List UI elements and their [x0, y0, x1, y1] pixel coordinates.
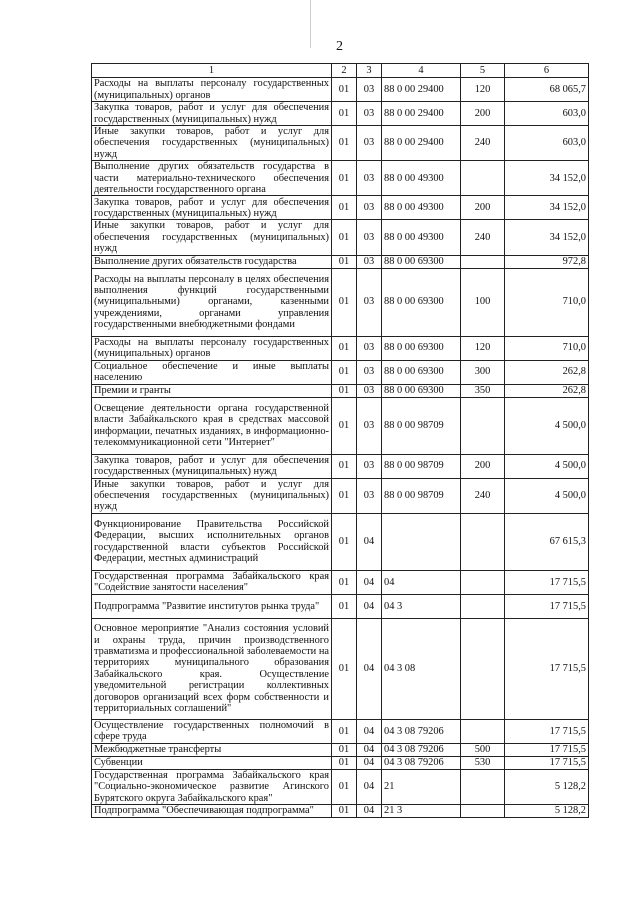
row-rz-cell: 01 — [332, 102, 357, 126]
row-sum-cell: 4 500,0 — [505, 454, 589, 478]
row-sum-cell: 4 500,0 — [505, 397, 589, 454]
row-pr-cell: 03 — [357, 126, 382, 161]
row-cs-cell: 88 0 00 69300 — [382, 384, 461, 397]
row-sum-cell: 972,8 — [505, 255, 589, 268]
row-name-cell: Функционирование Правительства Российской Федерации, высших исполнительных органов государственной власти субъектов Российской Федерации, местных администраций — [92, 513, 332, 570]
row-sum-cell: 17 715,5 — [505, 756, 589, 769]
row-cs-cell: 21 — [382, 769, 461, 804]
table-row — [92, 78, 589, 102]
row-vr-cell — [461, 618, 505, 719]
row-name-cell: Выполнение других обязательств государства в части материально-технического обеспечения деятельности государственного органа — [92, 161, 332, 196]
row-sum-cell: 262,8 — [505, 384, 589, 397]
row-cs-cell: 04 3 — [382, 594, 461, 618]
row-name-cell: Социальное обеспечение и иные выплаты населению — [92, 360, 332, 384]
row-name-cell: Премии и гранты — [92, 384, 332, 397]
row-name-cell: Выполнение других обязательств государства — [92, 255, 332, 268]
row-cs-cell: 04 — [382, 570, 461, 594]
row-pr-cell: 03 — [357, 478, 382, 513]
row-sum-cell: 262,8 — [505, 360, 589, 384]
row-pr-cell: 03 — [357, 102, 382, 126]
row-vr-cell: 120 — [461, 78, 505, 102]
row-pr-cell: 04 — [357, 594, 382, 618]
row-sum-cell: 710,0 — [505, 268, 589, 336]
row-rz-cell: 01 — [332, 360, 357, 384]
row-pr-cell: 04 — [357, 719, 382, 743]
row-rz-cell: 01 — [332, 78, 357, 102]
table-row — [92, 220, 589, 255]
row-vr-cell — [461, 805, 505, 818]
row-name-cell: Основное мероприятие "Анализ состояния условий и охраны труда, причин производственного травматизма и профессиональной заболеваемости на территориях муниципального образования Забайкальского края. Осуществление уведомительной регистрации коллективных договоров организаций всех форм собственности и территориальных соглашений" — [92, 618, 332, 719]
row-sum-cell: 17 715,5 — [505, 719, 589, 743]
row-pr-cell: 04 — [357, 805, 382, 818]
row-name-cell: Государственная программа Забайкальского края "Социально-экономическое развитие Агинского Бурятского округа Забайкальского края" — [92, 769, 332, 804]
row-rz-cell: 01 — [332, 384, 357, 397]
page-number: 2 — [336, 39, 343, 54]
row-cs-cell: 88 0 00 98709 — [382, 478, 461, 513]
row-name-cell: Подпрограмма "Развитие институтов рынка труда" — [92, 594, 332, 618]
row-cs-cell: 04 3 08 79206 — [382, 756, 461, 769]
row-rz-cell: 01 — [332, 126, 357, 161]
row-rz-cell: 01 — [332, 719, 357, 743]
header-col-sum: 6 — [505, 64, 589, 78]
row-cs-cell: 04 3 08 — [382, 618, 461, 719]
row-rz-cell: 01 — [332, 336, 357, 360]
row-vr-cell — [461, 594, 505, 618]
row-rz-cell: 01 — [332, 255, 357, 268]
row-pr-cell: 03 — [357, 384, 382, 397]
row-pr-cell: 04 — [357, 756, 382, 769]
table-header-row — [92, 64, 589, 78]
row-name-cell: Осуществление государственных полномочий в сфере труда — [92, 719, 332, 743]
row-pr-cell: 03 — [357, 78, 382, 102]
row-sum-cell: 34 152,0 — [505, 220, 589, 255]
row-name-cell: Освещение деятельности органа государственной власти Забайкальского края в средствах массовой информации, печатных изданиях, в информационно-телекоммуникационной сети "Интернет" — [92, 397, 332, 454]
table-row — [92, 268, 589, 336]
row-pr-cell: 03 — [357, 336, 382, 360]
row-rz-cell: 01 — [332, 478, 357, 513]
row-sum-cell: 603,0 — [505, 126, 589, 161]
row-name-cell: Иные закупки товаров, работ и услуг для обеспечения государственных (муниципальных) нужд — [92, 220, 332, 255]
table-row — [92, 618, 589, 719]
table-row — [92, 454, 589, 478]
row-cs-cell: 88 0 00 98709 — [382, 397, 461, 454]
table-row — [92, 126, 589, 161]
row-sum-cell: 17 715,5 — [505, 570, 589, 594]
table-row — [92, 756, 589, 769]
row-sum-cell: 603,0 — [505, 102, 589, 126]
row-rz-cell: 01 — [332, 594, 357, 618]
row-pr-cell: 03 — [357, 161, 382, 196]
row-vr-cell — [461, 255, 505, 268]
row-vr-cell — [461, 570, 505, 594]
row-name-cell: Государственная программа Забайкальского края "Содействие занятости населения" — [92, 570, 332, 594]
row-rz-cell: 01 — [332, 618, 357, 719]
header-col-pr: 3 — [357, 64, 382, 78]
row-vr-cell: 350 — [461, 384, 505, 397]
row-name-cell: Закупка товаров, работ и услуг для обеспечения государственных (муниципальных) нужд — [92, 102, 332, 126]
row-sum-cell: 34 152,0 — [505, 196, 589, 220]
table-row — [92, 161, 589, 196]
row-vr-cell: 240 — [461, 126, 505, 161]
budget-table — [91, 63, 589, 818]
row-rz-cell: 01 — [332, 161, 357, 196]
table-row — [92, 255, 589, 268]
row-name-cell: Иные закупки товаров, работ и услуг для обеспечения государственных (муниципальных) нужд — [92, 126, 332, 161]
row-cs-cell: 21 3 — [382, 805, 461, 818]
table-row — [92, 196, 589, 220]
row-sum-cell: 67 615,3 — [505, 513, 589, 570]
row-name-cell: Закупка товаров, работ и услуг для обеспечения государственных (муниципальных) нужд — [92, 196, 332, 220]
row-cs-cell: 04 3 08 79206 — [382, 743, 461, 756]
row-sum-cell: 68 065,7 — [505, 78, 589, 102]
row-name-cell: Подпрограмма "Обеспечивающая подпрограмма" — [92, 805, 332, 818]
row-pr-cell: 04 — [357, 769, 382, 804]
scan-artifact-line — [310, 0, 311, 48]
header-col-rz: 2 — [332, 64, 357, 78]
row-cs-cell: 88 0 00 29400 — [382, 102, 461, 126]
row-cs-cell: 88 0 00 29400 — [382, 126, 461, 161]
row-sum-cell: 17 715,5 — [505, 594, 589, 618]
row-vr-cell — [461, 513, 505, 570]
row-vr-cell: 530 — [461, 756, 505, 769]
row-name-cell: Расходы на выплаты персоналу государственных (муниципальных) органов — [92, 336, 332, 360]
row-rz-cell: 01 — [332, 743, 357, 756]
row-cs-cell: 88 0 00 69300 — [382, 336, 461, 360]
header-col-vr: 5 — [461, 64, 505, 78]
header-col-name: 1 — [92, 64, 332, 78]
row-pr-cell: 03 — [357, 255, 382, 268]
row-vr-cell: 300 — [461, 360, 505, 384]
row-pr-cell: 04 — [357, 618, 382, 719]
row-name-cell: Расходы на выплаты персоналу государственных (муниципальных) органов — [92, 78, 332, 102]
row-rz-cell: 01 — [332, 756, 357, 769]
row-vr-cell — [461, 161, 505, 196]
table-row — [92, 384, 589, 397]
row-pr-cell: 03 — [357, 268, 382, 336]
row-name-cell: Иные закупки товаров, работ и услуг для обеспечения государственных (муниципальных) нужд — [92, 478, 332, 513]
row-vr-cell — [461, 769, 505, 804]
row-cs-cell: 88 0 00 49300 — [382, 196, 461, 220]
row-sum-cell: 5 128,2 — [505, 769, 589, 804]
row-cs-cell: 88 0 00 69300 — [382, 255, 461, 268]
row-rz-cell: 01 — [332, 570, 357, 594]
table-row — [92, 743, 589, 756]
row-vr-cell: 500 — [461, 743, 505, 756]
table-row — [92, 478, 589, 513]
row-cs-cell: 88 0 00 29400 — [382, 78, 461, 102]
row-cs-cell — [382, 513, 461, 570]
row-cs-cell: 88 0 00 98709 — [382, 454, 461, 478]
row-sum-cell: 17 715,5 — [505, 618, 589, 719]
row-rz-cell: 01 — [332, 268, 357, 336]
row-pr-cell: 03 — [357, 360, 382, 384]
row-vr-cell: 120 — [461, 336, 505, 360]
table-row — [92, 513, 589, 570]
row-vr-cell: 240 — [461, 220, 505, 255]
row-sum-cell: 710,0 — [505, 336, 589, 360]
table-row — [92, 360, 589, 384]
row-sum-cell: 5 128,2 — [505, 805, 589, 818]
row-cs-cell: 88 0 00 69300 — [382, 360, 461, 384]
table-row — [92, 719, 589, 743]
row-rz-cell: 01 — [332, 454, 357, 478]
row-sum-cell: 34 152,0 — [505, 161, 589, 196]
table-row — [92, 336, 589, 360]
row-rz-cell: 01 — [332, 220, 357, 255]
row-cs-cell: 04 3 08 79206 — [382, 719, 461, 743]
row-vr-cell — [461, 719, 505, 743]
row-cs-cell: 88 0 00 69300 — [382, 268, 461, 336]
row-name-cell: Межбюджетные трансферты — [92, 743, 332, 756]
row-sum-cell: 17 715,5 — [505, 743, 589, 756]
table-row — [92, 769, 589, 804]
table-row — [92, 397, 589, 454]
row-rz-cell: 01 — [332, 769, 357, 804]
row-pr-cell: 03 — [357, 220, 382, 255]
row-pr-cell: 03 — [357, 196, 382, 220]
row-sum-cell: 4 500,0 — [505, 478, 589, 513]
row-pr-cell: 04 — [357, 570, 382, 594]
row-vr-cell: 200 — [461, 102, 505, 126]
row-name-cell: Закупка товаров, работ и услуг для обеспечения государственных (муниципальных) нужд — [92, 454, 332, 478]
row-pr-cell: 03 — [357, 397, 382, 454]
row-vr-cell: 240 — [461, 478, 505, 513]
row-name-cell: Субвенции — [92, 756, 332, 769]
row-vr-cell — [461, 397, 505, 454]
table-row — [92, 594, 589, 618]
row-cs-cell: 88 0 00 49300 — [382, 220, 461, 255]
row-rz-cell: 01 — [332, 513, 357, 570]
row-name-cell: Расходы на выплаты персоналу в целях обеспечения выполнения функций государственными (муниципальными) органами, казенными учреждениями, органами управления государственными внебюджетными фондами — [92, 268, 332, 336]
table-row — [92, 102, 589, 126]
row-rz-cell: 01 — [332, 196, 357, 220]
row-rz-cell: 01 — [332, 805, 357, 818]
row-cs-cell: 88 0 00 49300 — [382, 161, 461, 196]
row-rz-cell: 01 — [332, 397, 357, 454]
table-row — [92, 805, 589, 818]
row-vr-cell: 100 — [461, 268, 505, 336]
header-col-cs: 4 — [382, 64, 461, 78]
row-pr-cell: 03 — [357, 454, 382, 478]
row-vr-cell: 200 — [461, 196, 505, 220]
table-row — [92, 570, 589, 594]
row-vr-cell: 200 — [461, 454, 505, 478]
row-pr-cell: 04 — [357, 743, 382, 756]
row-pr-cell: 04 — [357, 513, 382, 570]
